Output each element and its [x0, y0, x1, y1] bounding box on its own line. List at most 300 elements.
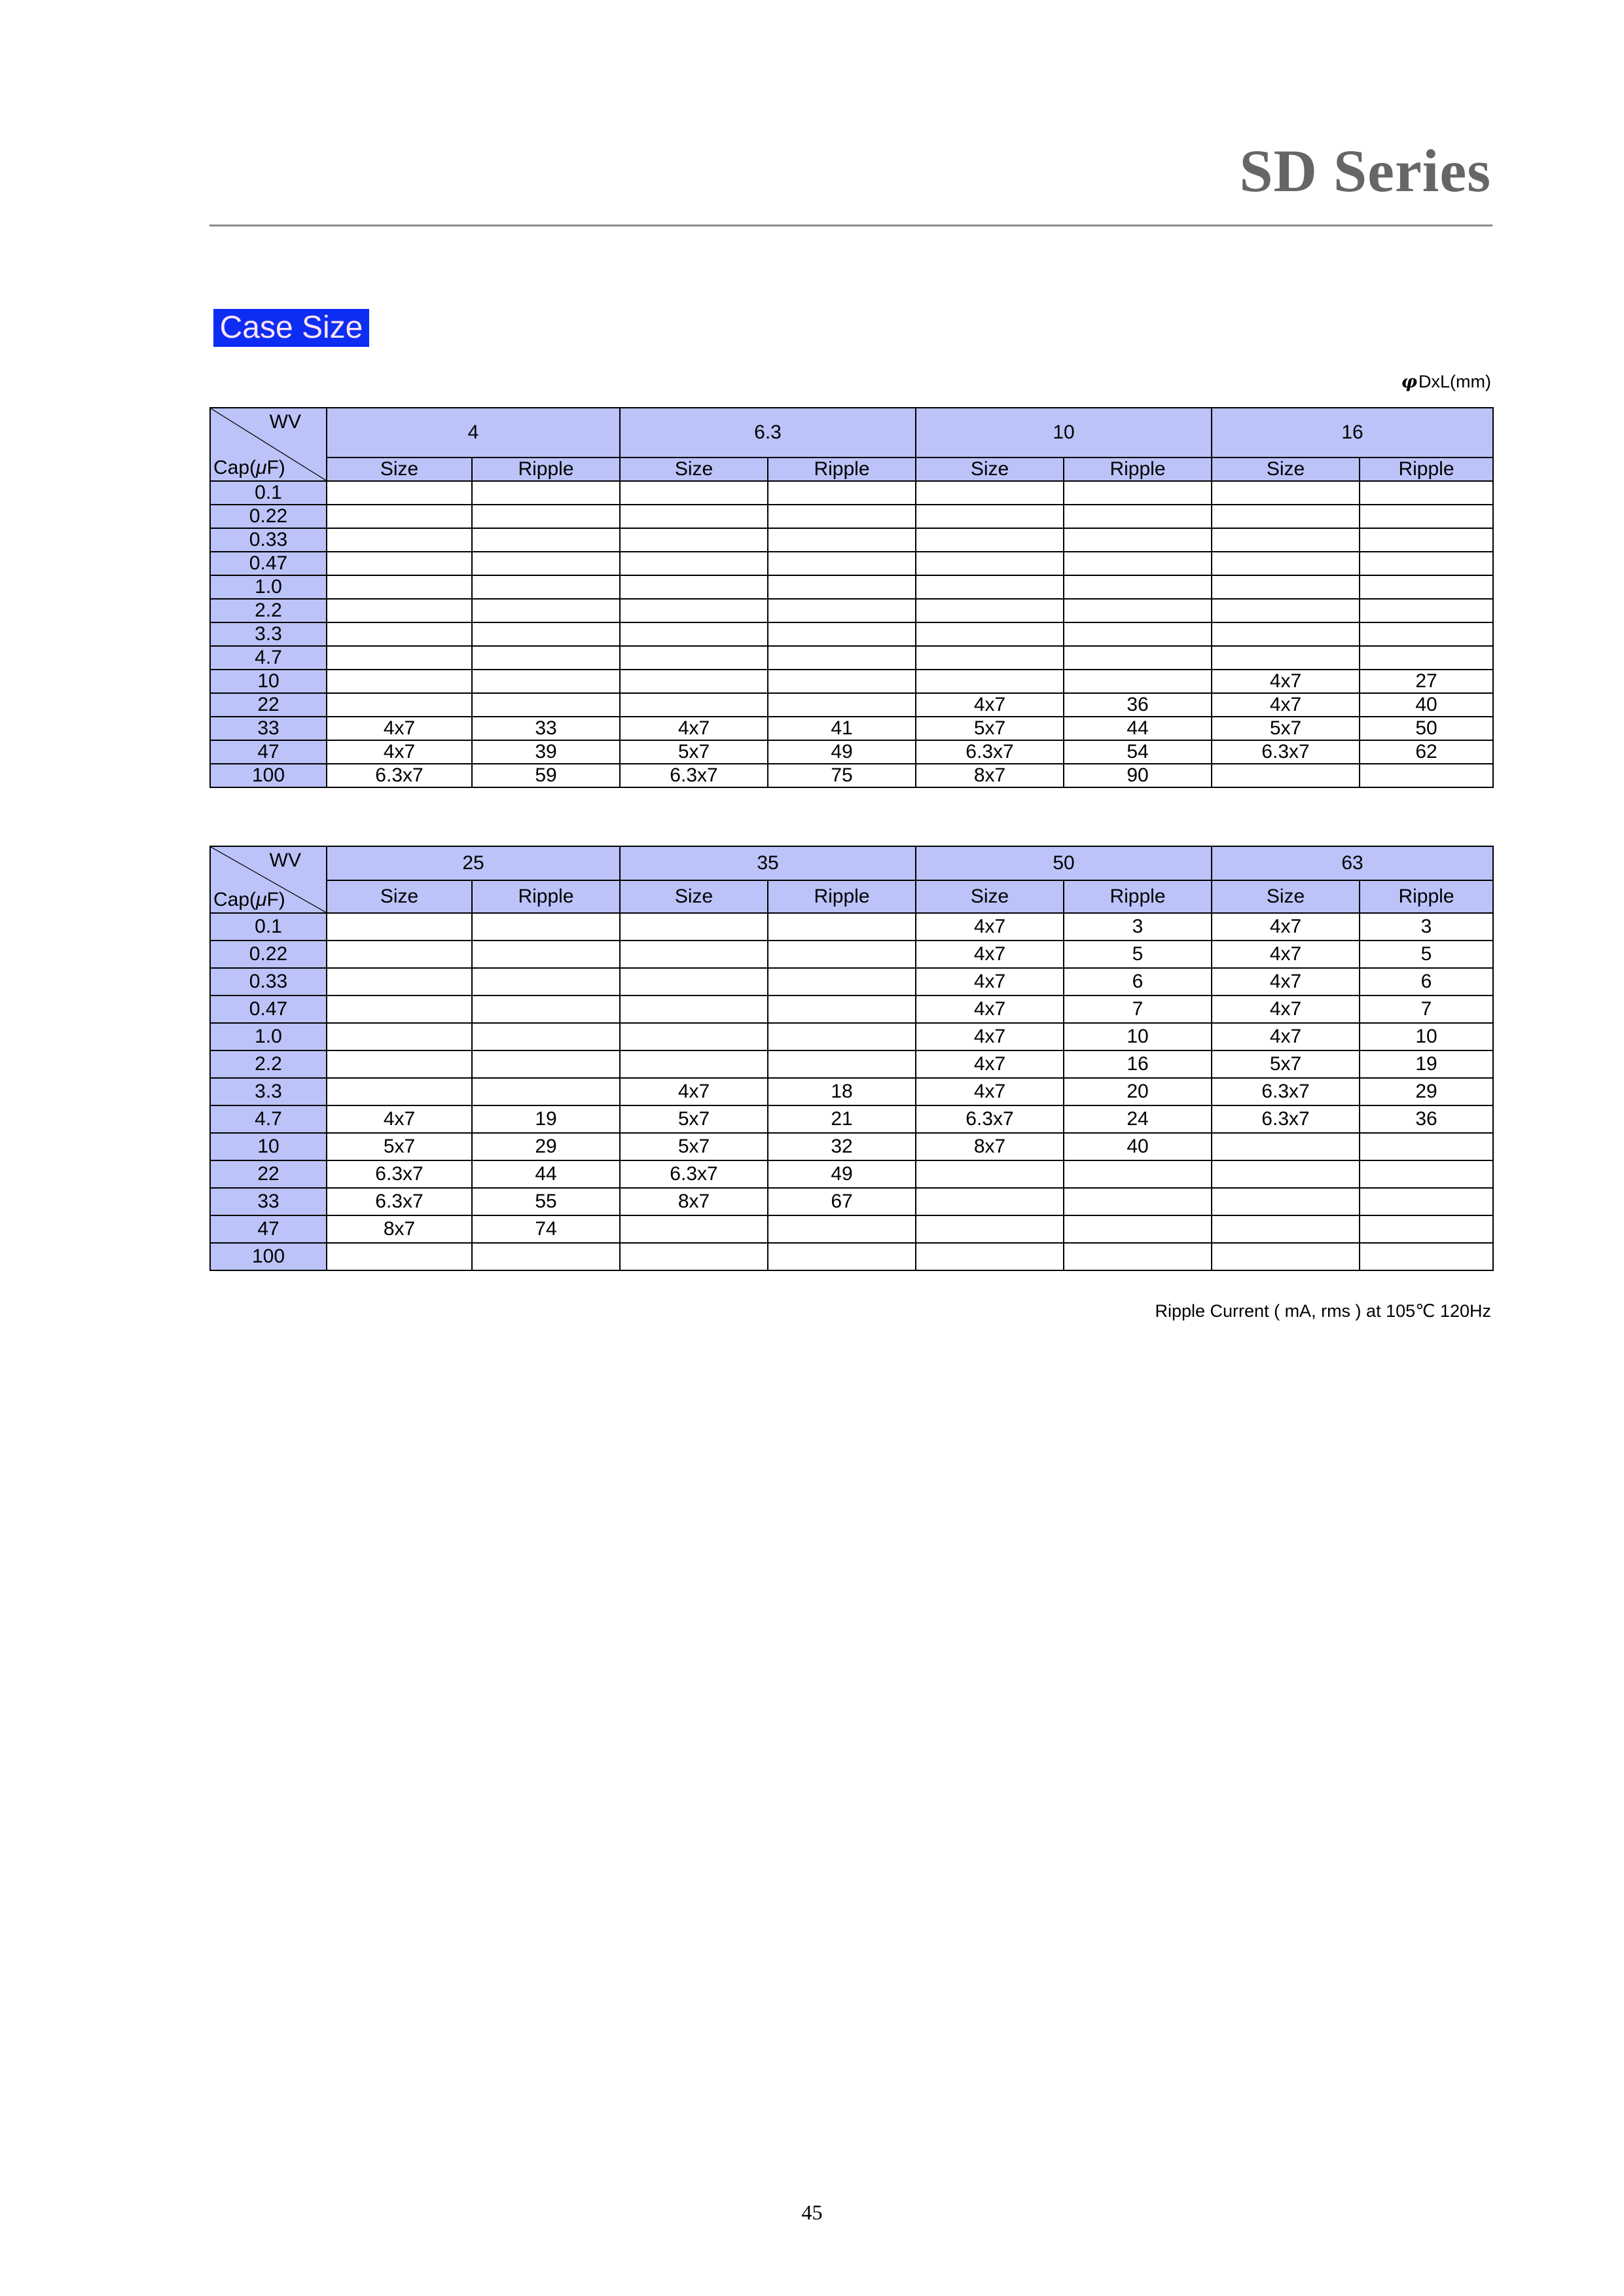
table-row: [210, 913, 1493, 941]
table-row: [210, 670, 1493, 693]
voltage-header: 6.3: [620, 408, 916, 457]
ripple-current-cell: [472, 913, 620, 941]
ripple-current-cell: [472, 622, 620, 646]
cap-label: Cap(μF): [213, 457, 285, 478]
case-size-cell: 6.3x7: [916, 740, 1064, 764]
case-size-cell: 6.3x7: [327, 764, 472, 787]
capacitance-cell: 33: [210, 1188, 327, 1215]
table-row: [210, 740, 1493, 764]
table-body: [210, 913, 1493, 1270]
case-size-cell: [1212, 1243, 1360, 1270]
case-size-cell: [1212, 505, 1360, 528]
page-number: 45: [801, 2200, 823, 2224]
ripple-current-cell: [1360, 505, 1493, 528]
ripple-current-cell: 36: [1064, 693, 1212, 717]
case-size-cell: [620, 575, 768, 599]
ripple-current-cell: [1064, 505, 1212, 528]
ripple-current-cell: [768, 1243, 916, 1270]
case-size-cell: [327, 528, 472, 552]
capacitance-cell: 22: [210, 693, 327, 717]
ripple-current-cell: [472, 1078, 620, 1105]
ripple-current-cell: [1360, 552, 1493, 575]
ripple-current-cell: 49: [768, 740, 916, 764]
capacitance-cell: 4.7: [210, 1105, 327, 1133]
case-size-cell: 6.3x7: [1212, 1078, 1360, 1105]
ripple-current-cell: [1064, 622, 1212, 646]
capacitance-cell: 3.3: [210, 1078, 327, 1105]
capacitance-cell: 0.47: [210, 996, 327, 1023]
ripple-current-cell: [472, 968, 620, 996]
capacitance-cell: 0.22: [210, 941, 327, 968]
ripple-current-cell: [1064, 1188, 1212, 1215]
case-size-cell: 8x7: [327, 1215, 472, 1243]
table-body: [210, 481, 1493, 787]
unit-note: [1401, 372, 1491, 392]
capacitance-cell: 33: [210, 717, 327, 740]
ripple-current-cell: 5: [1360, 941, 1493, 968]
case-size-cell: [1212, 1188, 1360, 1215]
case-size-cell: [916, 575, 1064, 599]
table-row: [210, 1160, 1493, 1188]
ripple-current-cell: [472, 1050, 620, 1078]
ripple-current-cell: [472, 575, 620, 599]
ripple-current-cell: 41: [768, 717, 916, 740]
ripple-current-cell: [768, 646, 916, 670]
case-size-cell: [916, 670, 1064, 693]
ripple-current-cell: [1360, 1133, 1493, 1160]
ripple-current-cell: 33: [472, 717, 620, 740]
voltage-header: 63: [1212, 846, 1493, 880]
ripple-current-cell: [768, 693, 916, 717]
capacitance-cell: 0.1: [210, 913, 327, 941]
case-size-cell: [620, 1243, 768, 1270]
case-size-table-low-voltage: [209, 407, 1494, 788]
case-size-cell: 4x7: [1212, 941, 1360, 968]
wv-label: WV: [269, 850, 301, 871]
ripple-current-cell: 3: [1360, 913, 1493, 941]
case-size-cell: [1212, 646, 1360, 670]
ripple-current-cell: 40: [1064, 1133, 1212, 1160]
ripple-current-cell: 6: [1064, 968, 1212, 996]
case-size-cell: 8x7: [916, 764, 1064, 787]
case-size-cell: [327, 693, 472, 717]
capacitance-cell: 47: [210, 1215, 327, 1243]
ripple-current-cell: 10: [1360, 1023, 1493, 1050]
case-size-cell: [327, 996, 472, 1023]
capacitance-cell: 0.47: [210, 552, 327, 575]
ripple-current-cell: 90: [1064, 764, 1212, 787]
case-size-cell: [1212, 1215, 1360, 1243]
case-size-cell: [916, 481, 1064, 505]
ripple-current-cell: [472, 693, 620, 717]
ripple-current-cell: [472, 941, 620, 968]
case-size-cell: [327, 622, 472, 646]
capacitance-cell: 2.2: [210, 599, 327, 622]
ripple-current-cell: [472, 1243, 620, 1270]
case-size-cell: 6.3x7: [1212, 1105, 1360, 1133]
ripple-current-cell: 24: [1064, 1105, 1212, 1133]
capacitance-cell: 2.2: [210, 1050, 327, 1078]
case-size-cell: [916, 528, 1064, 552]
case-size-cell: 4x7: [620, 717, 768, 740]
case-size-cell: [1212, 1133, 1360, 1160]
ripple-current-cell: [1360, 599, 1493, 622]
ripple-current-cell: [472, 481, 620, 505]
case-size-cell: [916, 1243, 1064, 1270]
table-row: [210, 481, 1493, 505]
capacitance-cell: 0.1: [210, 481, 327, 505]
ripple-current-cell: 19: [1360, 1050, 1493, 1078]
case-size-cell: 6.3x7: [327, 1188, 472, 1215]
table-row: [210, 1133, 1493, 1160]
ripple-current-cell: 29: [1360, 1078, 1493, 1105]
case-size-cell: [620, 599, 768, 622]
section-label-case-size: Case Size: [213, 309, 369, 347]
capacitance-cell: 0.33: [210, 528, 327, 552]
case-size-cell: [620, 968, 768, 996]
capacitance-cell: 10: [210, 670, 327, 693]
ripple-current-cell: 67: [768, 1188, 916, 1215]
ripple-current-cell: [1064, 575, 1212, 599]
table-row: [210, 764, 1493, 787]
table-row: [210, 1105, 1493, 1133]
size-header: Size: [327, 457, 472, 481]
unit-note-text: DxL(mm): [1418, 372, 1491, 391]
voltage-header: 10: [916, 408, 1212, 457]
table-row: [210, 1215, 1493, 1243]
ripple-header: Ripple: [1064, 880, 1212, 913]
voltage-header: 4: [327, 408, 620, 457]
case-size-cell: [327, 575, 472, 599]
table-row: [210, 505, 1493, 528]
ripple-current-cell: 62: [1360, 740, 1493, 764]
case-size-cell: 4x7: [916, 1078, 1064, 1105]
ripple-current-cell: [1360, 764, 1493, 787]
case-size-cell: 6.3x7: [916, 1105, 1064, 1133]
ripple-current-cell: [472, 996, 620, 1023]
case-size-cell: 4x7: [1212, 968, 1360, 996]
case-size-cell: 4x7: [327, 1105, 472, 1133]
ripple-current-cell: 6: [1360, 968, 1493, 996]
ripple-current-cell: 49: [768, 1160, 916, 1188]
ripple-current-cell: 16: [1064, 1050, 1212, 1078]
case-size-cell: 4x7: [1212, 693, 1360, 717]
ripple-current-cell: 44: [472, 1160, 620, 1188]
ripple-header: Ripple: [768, 457, 916, 481]
table-row: [210, 552, 1493, 575]
case-size-cell: [1212, 528, 1360, 552]
case-size-cell: 4x7: [916, 1023, 1064, 1050]
case-size-cell: 4x7: [1212, 670, 1360, 693]
table-row: [210, 1050, 1493, 1078]
ripple-current-cell: [768, 481, 916, 505]
case-size-cell: 4x7: [1212, 913, 1360, 941]
ripple-current-cell: [472, 1023, 620, 1050]
capacitance-cell: 100: [210, 1243, 327, 1270]
ripple-current-cell: [768, 528, 916, 552]
ripple-current-cell: 44: [1064, 717, 1212, 740]
ripple-current-cell: [1360, 481, 1493, 505]
case-size-cell: [916, 505, 1064, 528]
case-size-cell: 4x7: [916, 941, 1064, 968]
table-row: [210, 646, 1493, 670]
ripple-current-cell: [768, 996, 916, 1023]
case-size-cell: [916, 599, 1064, 622]
ripple-current-cell: [768, 1050, 916, 1078]
case-size-cell: [327, 1078, 472, 1105]
case-size-cell: [327, 670, 472, 693]
case-size-cell: [327, 1050, 472, 1078]
wv-label: WV: [269, 411, 301, 433]
case-size-cell: 4x7: [916, 968, 1064, 996]
case-size-cell: 4x7: [620, 1078, 768, 1105]
ripple-current-cell: [1360, 1215, 1493, 1243]
size-header: Size: [620, 457, 768, 481]
case-size-cell: [327, 913, 472, 941]
ripple-current-cell: 27: [1360, 670, 1493, 693]
case-size-cell: 5x7: [620, 1133, 768, 1160]
ripple-current-cell: 55: [472, 1188, 620, 1215]
case-size-cell: [1212, 1160, 1360, 1188]
case-size-cell: [1212, 575, 1360, 599]
case-size-cell: 6.3x7: [1212, 740, 1360, 764]
ripple-header: Ripple: [472, 457, 620, 481]
ripple-current-cell: [1064, 1243, 1212, 1270]
ripple-current-cell: [768, 575, 916, 599]
ripple-current-cell: [768, 622, 916, 646]
ripple-current-cell: 10: [1064, 1023, 1212, 1050]
capacitance-cell: 3.3: [210, 622, 327, 646]
series-title: SD Series: [1239, 137, 1491, 204]
capacitance-cell: 22: [210, 1160, 327, 1188]
ripple-current-cell: 20: [1064, 1078, 1212, 1105]
case-size-cell: [916, 622, 1064, 646]
ripple-header: Ripple: [472, 880, 620, 913]
table-row: [210, 968, 1493, 996]
case-size-cell: [1212, 599, 1360, 622]
ripple-current-cell: 50: [1360, 717, 1493, 740]
case-size-cell: [620, 528, 768, 552]
case-size-cell: [620, 996, 768, 1023]
case-size-cell: 6.3x7: [620, 1160, 768, 1188]
case-size-cell: [620, 505, 768, 528]
ripple-current-cell: [1064, 552, 1212, 575]
ripple-current-cell: [1064, 1215, 1212, 1243]
case-size-cell: 4x7: [916, 693, 1064, 717]
ripple-current-cell: [1064, 528, 1212, 552]
ripple-current-cell: 21: [768, 1105, 916, 1133]
ripple-current-cell: [768, 1215, 916, 1243]
case-size-cell: 5x7: [620, 740, 768, 764]
capacitance-cell: 10: [210, 1133, 327, 1160]
ripple-current-cell: [1064, 1160, 1212, 1188]
case-size-cell: 5x7: [620, 1105, 768, 1133]
case-size-cell: 4x7: [916, 913, 1064, 941]
ripple-current-cell: [1360, 575, 1493, 599]
voltage-header: 35: [620, 846, 916, 880]
ripple-current-cell: 5: [1064, 941, 1212, 968]
ripple-current-cell: [768, 968, 916, 996]
ripple-current-cell: [1360, 1160, 1493, 1188]
ripple-current-cell: [1360, 528, 1493, 552]
ripple-current-cell: [768, 599, 916, 622]
cap-label: Cap(μF): [213, 889, 285, 910]
table-row: [210, 996, 1493, 1023]
ripple-current-cell: [1064, 670, 1212, 693]
case-size-cell: [1212, 552, 1360, 575]
ripple-current-cell: 75: [768, 764, 916, 787]
capacitance-cell: 1.0: [210, 575, 327, 599]
table-row: [210, 1078, 1493, 1105]
case-size-cell: 5x7: [327, 1133, 472, 1160]
case-size-cell: [1212, 764, 1360, 787]
case-size-cell: [620, 552, 768, 575]
case-size-cell: 8x7: [620, 1188, 768, 1215]
ripple-current-cell: 19: [472, 1105, 620, 1133]
ripple-current-cell: [1064, 599, 1212, 622]
table-row: [210, 599, 1493, 622]
case-size-cell: [1212, 622, 1360, 646]
ripple-current-cell: [1360, 1243, 1493, 1270]
ripple-current-cell: [472, 552, 620, 575]
case-size-cell: [327, 505, 472, 528]
ripple-current-cell: [768, 941, 916, 968]
ripple-current-cell: 3: [1064, 913, 1212, 941]
case-size-cell: 4x7: [916, 1050, 1064, 1078]
capacitance-cell: 100: [210, 764, 327, 787]
case-size-table-high-voltage: [209, 846, 1494, 1271]
table-row: [210, 528, 1493, 552]
phi-symbol: φ: [1401, 372, 1418, 392]
ripple-current-cell: [1360, 1188, 1493, 1215]
case-size-cell: [620, 693, 768, 717]
table-row: [210, 1023, 1493, 1050]
ripple-current-cell: [1064, 646, 1212, 670]
ripple-current-cell: [768, 552, 916, 575]
capacitance-cell: 0.33: [210, 968, 327, 996]
case-size-cell: [327, 599, 472, 622]
case-size-cell: [620, 670, 768, 693]
ripple-current-cell: 32: [768, 1133, 916, 1160]
ripple-current-cell: [472, 670, 620, 693]
voltage-header: 16: [1212, 408, 1493, 457]
case-size-cell: 4x7: [1212, 996, 1360, 1023]
case-size-cell: [620, 1023, 768, 1050]
case-size-cell: [620, 646, 768, 670]
case-size-cell: 4x7: [327, 717, 472, 740]
case-size-cell: 5x7: [916, 717, 1064, 740]
ripple-current-cell: 59: [472, 764, 620, 787]
capacitance-cell: 4.7: [210, 646, 327, 670]
ripple-current-cell: 40: [1360, 693, 1493, 717]
ripple-current-cell: [768, 1023, 916, 1050]
ripple-current-cell: 18: [768, 1078, 916, 1105]
case-size-cell: [327, 646, 472, 670]
ripple-header: Ripple: [1360, 457, 1493, 481]
ripple-header: Ripple: [768, 880, 916, 913]
case-size-cell: [327, 552, 472, 575]
table-row: [210, 693, 1493, 717]
case-size-cell: [916, 1215, 1064, 1243]
ripple-current-cell: 7: [1360, 996, 1493, 1023]
case-size-cell: [916, 552, 1064, 575]
ripple-current-cell: [1360, 622, 1493, 646]
ripple-current-cell: 29: [472, 1133, 620, 1160]
ripple-current-cell: [768, 505, 916, 528]
title-divider: [209, 224, 1492, 226]
case-size-cell: 8x7: [916, 1133, 1064, 1160]
case-size-cell: [916, 1160, 1064, 1188]
size-header: Size: [327, 880, 472, 913]
case-size-cell: [620, 1215, 768, 1243]
case-size-cell: [620, 913, 768, 941]
case-size-cell: 6.3x7: [327, 1160, 472, 1188]
case-size-cell: [620, 1050, 768, 1078]
capacitance-cell: 1.0: [210, 1023, 327, 1050]
ripple-current-cell: 39: [472, 740, 620, 764]
ripple-current-cell: [768, 670, 916, 693]
case-size-cell: [916, 1188, 1064, 1215]
case-size-cell: [620, 941, 768, 968]
ripple-header: Ripple: [1064, 457, 1212, 481]
case-size-cell: 5x7: [1212, 1050, 1360, 1078]
case-size-cell: [620, 622, 768, 646]
size-header: Size: [916, 880, 1064, 913]
case-size-cell: 4x7: [1212, 1023, 1360, 1050]
size-header: Size: [916, 457, 1064, 481]
capacitance-cell: 0.22: [210, 505, 327, 528]
ripple-current-cell: [472, 528, 620, 552]
size-header: Size: [1212, 880, 1360, 913]
ripple-current-cell: [472, 599, 620, 622]
ripple-current-cell: [1064, 481, 1212, 505]
ripple-current-cell: [472, 646, 620, 670]
ripple-current-cell: [768, 913, 916, 941]
ripple-current-cell: [1360, 646, 1493, 670]
table-row: [210, 717, 1493, 740]
table-row: [210, 1188, 1493, 1215]
size-header: Size: [1212, 457, 1360, 481]
case-size-cell: [327, 968, 472, 996]
case-size-cell: [327, 481, 472, 505]
table-corner-header: [210, 846, 327, 913]
case-size-cell: [327, 1023, 472, 1050]
case-size-cell: [620, 481, 768, 505]
case-size-cell: [327, 1243, 472, 1270]
voltage-header: 50: [916, 846, 1212, 880]
case-size-cell: 4x7: [916, 996, 1064, 1023]
case-size-cell: 5x7: [1212, 717, 1360, 740]
table-corner-header: [210, 408, 327, 481]
capacitance-cell: 47: [210, 740, 327, 764]
ripple-current-cell: [472, 505, 620, 528]
case-size-cell: [327, 941, 472, 968]
voltage-header: 25: [327, 846, 620, 880]
table-row: [210, 622, 1493, 646]
case-size-cell: 4x7: [327, 740, 472, 764]
case-size-cell: 6.3x7: [620, 764, 768, 787]
ripple-header: Ripple: [1360, 880, 1493, 913]
ripple-current-cell: 74: [472, 1215, 620, 1243]
table-row: [210, 941, 1493, 968]
size-header: Size: [620, 880, 768, 913]
case-size-cell: [1212, 481, 1360, 505]
table-row: [210, 575, 1493, 599]
ripple-current-cell: 7: [1064, 996, 1212, 1023]
case-size-cell: [916, 646, 1064, 670]
table-row: [210, 1243, 1493, 1270]
ripple-current-cell: 36: [1360, 1105, 1493, 1133]
